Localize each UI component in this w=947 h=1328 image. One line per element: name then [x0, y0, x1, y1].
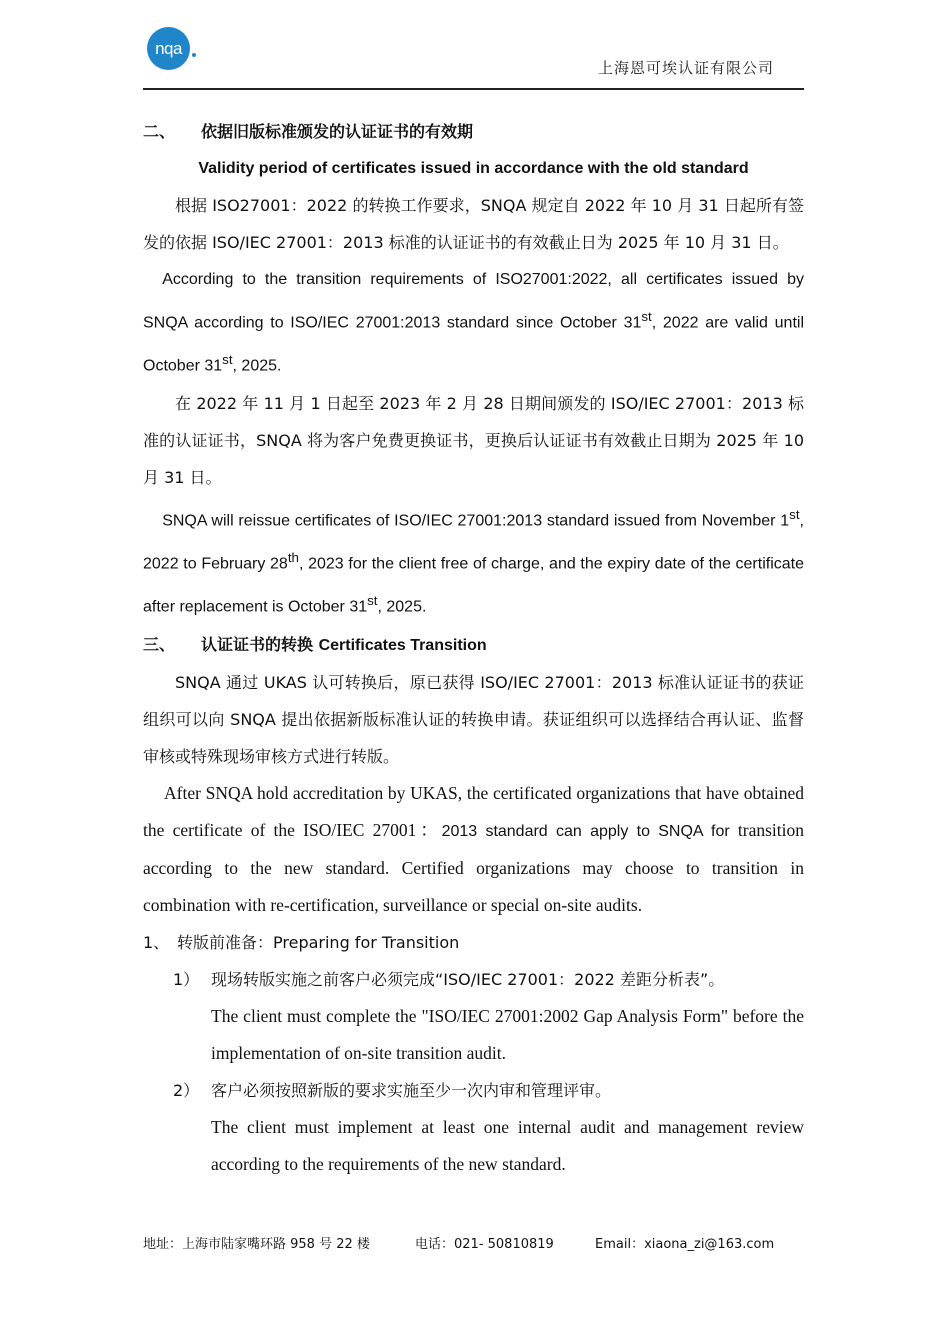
- footer-phone: 电话：021- 50810819: [415, 1237, 554, 1252]
- section2-paragraph2-en: SNQA will reissue certificates of ISO/IEC 27001:2013 standard issued from November 1st, 2022 to February 28th, 2023 for the client free of charge, and the expiry date of the certificate after replacement is October 31st, 2025.: [143, 506, 804, 616]
- section2-number: 二、: [143, 122, 176, 141]
- list-item: [173, 961, 804, 1072]
- section3-paragraph1-cn: SNQA 通过 UKAS 认可转换后，原已获得 ISO/IEC 27001：2013 标准认证证书的获证组织可以向 SNQA 提出依据新版标准认证的转换申请。获证组织可以选择结合再认证、监督审核或特殊现场审核方式进行转版。: [143, 672, 804, 766]
- footer-email: Email：xiaona_zi@163.com: [595, 1237, 775, 1252]
- document-body: [143, 113, 804, 1183]
- logo-dot: [192, 53, 196, 57]
- header-divider: [143, 88, 804, 90]
- section2-paragraph1-en: According to the transition requirements of ISO27001:2022, all certificates issued by SNQA according to ISO/IEC 27001:2013 standard since October 31st, 2022 are valid until October 31st, 2025.: [143, 271, 804, 375]
- section3-number: 三、: [143, 634, 176, 654]
- list-item-text-en: The client must complete the "ISO/IEC 27001:2002 Gap Analysis Form" before the implementation of on-site transition audit.: [211, 1005, 804, 1063]
- subsection1-number: 1、: [143, 932, 170, 952]
- list-item-text-cn: 客户必须按照新版的要求实施至少一次内审和管理评审。: [211, 1080, 612, 1100]
- section3-heading: [143, 626, 804, 664]
- company-name: 上海恩可埃认证有限公司: [597, 59, 774, 77]
- list-item-number: 2）: [173, 1080, 200, 1100]
- list-item: [173, 1072, 804, 1183]
- section2-title: 依据旧版标准颁发的认证证书的有效期: [201, 122, 474, 141]
- subsection1-title: 转版前准备：Preparing for Transition: [177, 932, 460, 952]
- section2-title-en: Validity period of certificates issued in accordance with the old standard: [198, 160, 749, 177]
- footer-address: 地址：上海市陆家嘴环路 958 号 22 楼: [143, 1237, 370, 1252]
- list-item-text-en: The client must implement at least one internal audit and management review according to the requirements of the new standard.: [211, 1116, 804, 1174]
- list-item-text-cn: 现场转版实施之前客户必须完成“ISO/IEC 27001：2022 差距分析表”。: [211, 969, 725, 989]
- list-item-number: 1）: [173, 969, 200, 989]
- logo-text: nqa: [155, 38, 182, 58]
- nqa-logo: [147, 27, 190, 70]
- subsection1-heading: [143, 924, 804, 961]
- section3-paragraph1-en: After SNQA hold accreditation by UKAS, the certificated organizations that have obtained the certificate of the ISO/IEC 27001：2013 standard can apply to SNQA for transition according to the new standard. Certified organizations may choose to transition in combination with re-certification, surveillance or special on-site audits.: [143, 782, 805, 915]
- section2-paragraph1-cn: 根据 ISO27001：2022 的转换工作要求，SNQA 规定自 2022 年 10 月 31 日起所有签发的依据 ISO/IEC 27001：2013 标准的认证证书的有效截止日为 2025 年 10 月 31 日。: [143, 196, 804, 252]
- section3-title: 认证证书的转换 Certificates Transition: [201, 634, 487, 654]
- section2-paragraph2-cn: 在 2022 年 11 月 1 日起至 2023 年 2 月 28 日期间颁发的 ISO/IEC 27001：2013 标准的认证证书，SNQA 将为客户免费更换证书，更换后认证证书有效截止日期为 2025 年 10 月 31 日。: [143, 393, 804, 487]
- section2-heading: [143, 113, 804, 150]
